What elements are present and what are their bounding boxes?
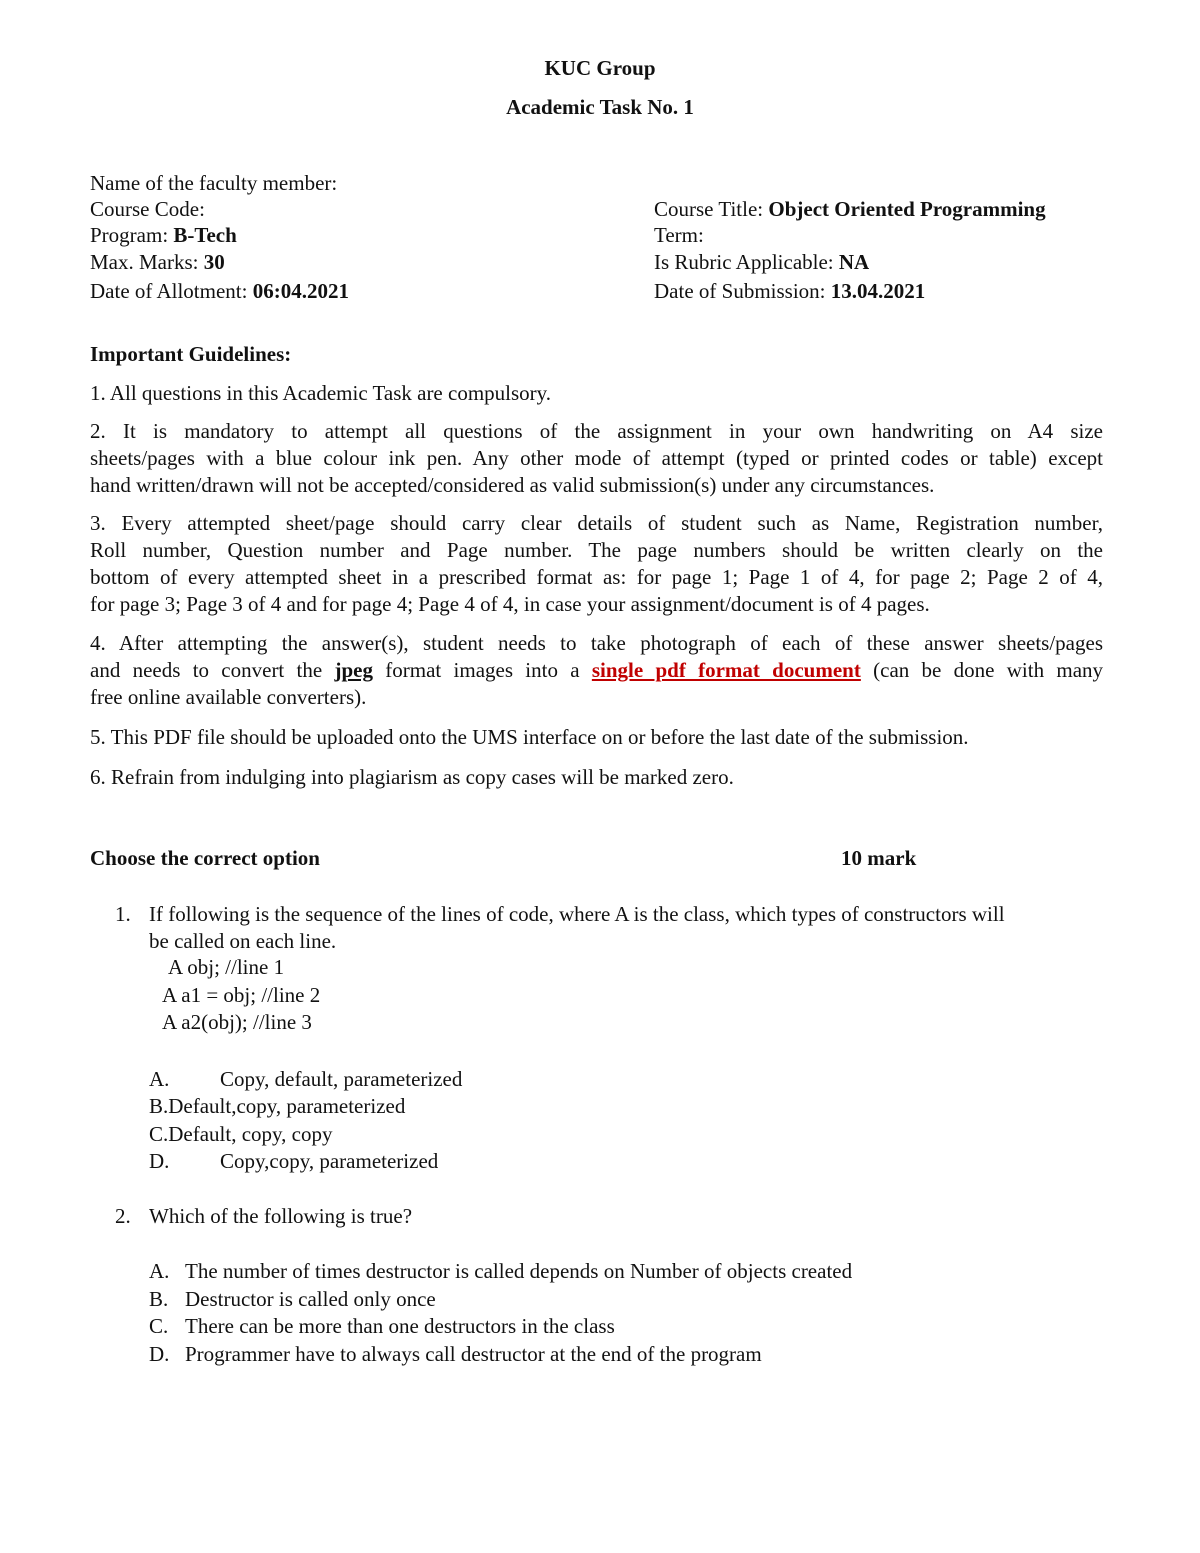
guideline-6: 6. Refrain from indulging into plagiarism as copy cases will be marked zero. [90,765,734,789]
q1-number: 1. [115,902,131,926]
program-label: Program: [90,223,169,247]
term-label: Term: [654,223,704,247]
submission-value: 13.04.2021 [830,279,926,303]
q1-option-letter: A. [149,1067,170,1091]
q1-option-c: C.Default, copy, copy [149,1122,333,1146]
guideline-4-line: 4. After attempting the answer(s), student needs to take photograph of each of these answer sheets/pages [90,631,1103,655]
guideline-4-text: (can be done with many [873,658,1104,682]
submission-label: Date of Submission: [654,279,826,303]
submission-row [654,278,925,304]
max-marks-label: Max. Marks: [90,250,199,274]
rubric-label: Is Rubric Applicable: [654,250,834,274]
q1-code-line: A a2(obj); //line 3 [162,1010,312,1034]
guideline-4-line: free online available converters). [90,685,367,709]
q1-code-line: A a1 = obj; //line 2 [162,983,321,1007]
q1-option-a: Copy, default, parameterized [220,1067,463,1091]
program-value: B-Tech [173,223,237,247]
q2-option-b: Destructor is called only once [185,1287,436,1311]
guideline-5: 5. This PDF file should be uploaded onto the UMS interface on or before the last date of the submission. [90,725,969,749]
allotment-row [90,278,349,304]
program-row [90,222,237,248]
guideline-2 [90,418,1103,499]
section-marks: 10 mark [841,846,917,870]
guideline-3-line: for page 3; Page 3 of 4 and for page 4; Page 4 of 4, in case your assignment/document is of 4 pages. [90,592,930,616]
q2-option-letter: B. [149,1287,169,1311]
course-title-row [654,196,1046,222]
guidelines-heading: Important Guidelines: [90,342,292,366]
rubric-row [654,249,869,275]
course-title-label: Course Title: [654,197,764,221]
guideline-1: 1. All questions in this Academic Task are compulsory. [90,381,552,405]
course-code-label: Course Code: [90,197,205,221]
jpeg-highlight: jpeg [334,658,373,682]
q1-option-d: Copy,copy, parameterized [220,1149,439,1173]
q2-option-a: The number of times destructor is called depends on Number of objects created [185,1259,853,1283]
q2-option-letter: C. [149,1314,169,1338]
guideline-3-line: 3. Every attempted sheet/page should carry clear details of student such as Name, Registration number, [90,511,1103,535]
q1-text-line: be called on each line. [149,929,337,953]
q1-option-b: B.Default,copy, parameterized [149,1094,406,1118]
pdf-highlight: single pdf format document [591,658,861,682]
q2-text: Which of the following is true? [149,1204,413,1228]
guideline-3-line: bottom of every attempted sheet in a prescribed format as: for page 1; Page 1 of 4, for page 2; Page 2 of 4, [90,565,1103,589]
guideline-4-text: format images into a [385,658,580,682]
q2-option-letter: A. [149,1259,170,1283]
max-marks-row [90,249,225,275]
guideline-4-text: and needs to convert the [90,658,323,682]
rubric-value: NA [838,250,870,274]
task-title: Academic Task No. 1 [506,95,694,119]
q1-option-letter: D. [149,1149,170,1173]
max-marks-value: 30 [203,250,225,274]
course-title-value: Object Oriented Programming [768,197,1046,221]
guideline-2-line: hand written/drawn will not be accepted/considered as valid submission(s) under any circumstances. [90,473,935,497]
q1-code-line: A obj; //line 1 [168,955,285,979]
section-title: Choose the correct option [90,846,320,870]
guideline-4-line-2 [90,657,1103,684]
allotment-label: Date of Allotment: [90,279,248,303]
q2-option-d: Programmer have to always call destructor at the end of the program [185,1342,762,1366]
allotment-value: 06:04.2021 [252,279,349,303]
guideline-4 [90,630,1103,711]
guideline-2-line: 2. It is mandatory to attempt all questions of the assignment in your own handwriting on A4 size [90,419,1103,443]
q1-text-line: If following is the sequence of the lines of code, where A is the class, which types of constructors will [149,902,1005,926]
guideline-3-line: Roll number, Question number and Page number. The page numbers should be written clearly on the [90,538,1103,562]
q2-option-letter: D. [149,1342,170,1366]
guideline-2-line: sheets/pages with a blue colour ink pen. Any other mode of attempt (typed or printed codes or table) except [90,446,1103,470]
q2-option-c: There can be more than one destructors in the class [185,1314,615,1338]
faculty-label: Name of the faculty member: [90,171,338,195]
org-title: KUC Group [544,56,656,80]
q2-number: 2. [115,1204,131,1228]
guideline-3 [90,510,1103,618]
